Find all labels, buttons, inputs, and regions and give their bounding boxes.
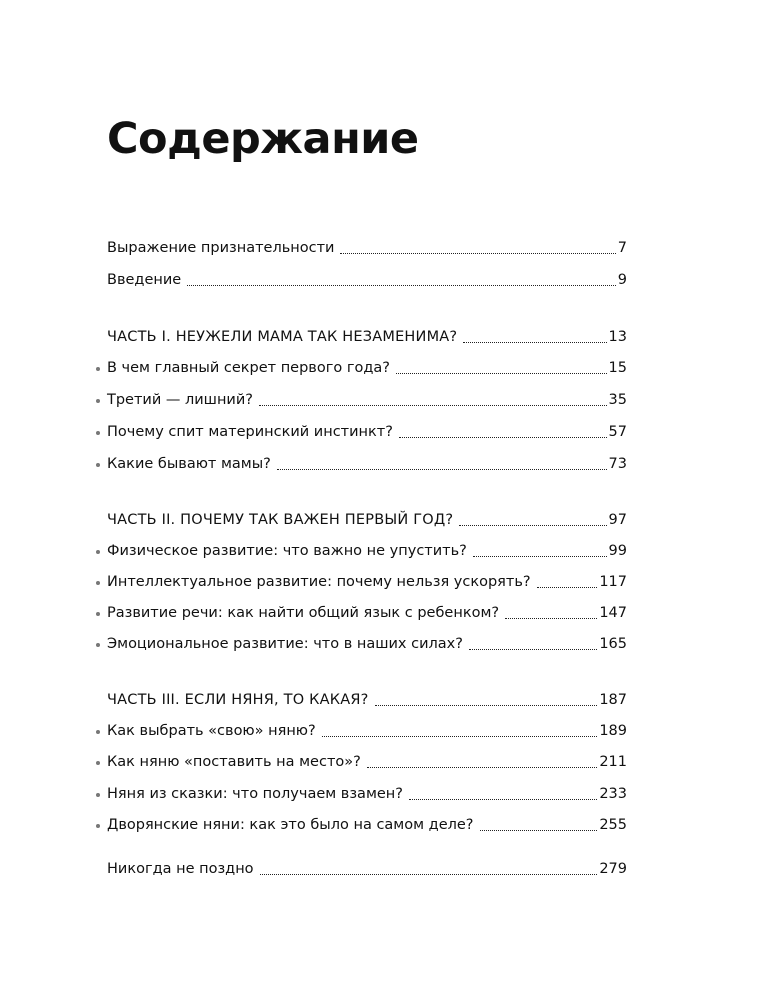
toc-chapter-entry bbox=[107, 537, 627, 561]
toc-part-heading bbox=[107, 506, 627, 530]
dot-leader bbox=[399, 436, 607, 438]
toc-page-number: 35 bbox=[608, 392, 627, 408]
toc-page-number: 187 bbox=[599, 692, 627, 708]
bullet-dot bbox=[96, 643, 100, 647]
bullet-dot bbox=[96, 612, 100, 616]
dot-leader bbox=[473, 555, 607, 557]
bullet-dot bbox=[96, 730, 100, 734]
toc-page-number: 165 bbox=[599, 636, 627, 652]
dot-leader bbox=[375, 704, 598, 706]
toc-part-heading bbox=[107, 323, 627, 347]
toc-chapter-entry bbox=[107, 748, 627, 772]
toc-chapter-entry bbox=[107, 354, 627, 378]
dot-leader bbox=[277, 468, 607, 470]
toc-page-number: 7 bbox=[617, 240, 627, 256]
dot-leader bbox=[260, 873, 598, 875]
toc-entry-label: Выражение признательности bbox=[107, 240, 335, 256]
toc-entry bbox=[107, 266, 627, 290]
toc-entry-label: Эмоциональное развитие: что в наших силах? bbox=[107, 636, 463, 652]
toc-chapter-entry bbox=[107, 811, 627, 835]
dot-leader bbox=[409, 798, 597, 800]
toc-entry-label: Как няню «поставить на место»? bbox=[107, 754, 361, 770]
toc-page-number: 15 bbox=[608, 360, 627, 376]
dot-leader bbox=[480, 829, 598, 831]
toc-entry-label: Дворянские няни: как это было на самом деле? bbox=[107, 817, 474, 833]
toc-page-number: 99 bbox=[608, 543, 627, 559]
toc-entry-label: Развитие речи: как найти общий язык с ребенком? bbox=[107, 605, 500, 621]
toc-entry-label: Третий — лишний? bbox=[107, 392, 253, 408]
dot-leader bbox=[187, 284, 616, 286]
dot-leader bbox=[463, 341, 606, 343]
toc-page-number: 211 bbox=[599, 754, 627, 770]
toc-entry-label: ЧАСТЬ III. ЕСЛИ НЯНЯ, ТО КАКАЯ? bbox=[107, 692, 369, 708]
bullet-dot bbox=[96, 431, 100, 435]
toc-entry bbox=[107, 855, 627, 879]
toc-part-heading bbox=[107, 686, 627, 710]
toc-chapter-entry bbox=[107, 599, 627, 623]
toc-page-number: 97 bbox=[608, 512, 627, 528]
page-title: Содержание bbox=[107, 114, 419, 164]
dot-leader bbox=[396, 372, 607, 374]
bullet-dot bbox=[96, 399, 100, 403]
dot-leader bbox=[340, 252, 615, 254]
dot-leader bbox=[459, 524, 606, 526]
bullet-dot bbox=[96, 463, 100, 467]
dot-leader bbox=[469, 648, 597, 650]
toc-entry-label: Никогда не поздно bbox=[107, 861, 254, 877]
toc-page-number: 147 bbox=[599, 605, 627, 621]
dot-leader bbox=[505, 617, 597, 619]
bullet-dot bbox=[96, 824, 100, 828]
toc-entry-label: Физическое развитие: что важно не упустить? bbox=[107, 543, 467, 559]
toc-chapter-entry bbox=[107, 568, 627, 592]
bullet-dot bbox=[96, 367, 100, 371]
toc-page-number: 233 bbox=[599, 786, 627, 802]
toc-entry-label: Почему спит материнский инстинкт? bbox=[107, 424, 393, 440]
toc-page-number: 189 bbox=[599, 723, 627, 739]
toc-entry-label: Интеллектуальное развитие: почему нельзя ускорять? bbox=[107, 574, 531, 590]
toc-chapter-entry bbox=[107, 630, 627, 654]
toc-page-number: 279 bbox=[599, 861, 627, 877]
bullet-dot bbox=[96, 581, 100, 585]
toc-entry-label: ЧАСТЬ II. ПОЧЕМУ ТАК ВАЖЕН ПЕРВЫЙ ГОД? bbox=[107, 512, 454, 528]
bullet-dot bbox=[96, 761, 100, 765]
toc-entry-label: Как выбрать «свою» няню? bbox=[107, 723, 316, 739]
dot-leader bbox=[259, 404, 607, 406]
toc-page-number: 13 bbox=[608, 329, 627, 345]
dot-leader bbox=[322, 735, 598, 737]
dot-leader bbox=[367, 766, 597, 768]
toc-entry bbox=[107, 234, 627, 258]
toc-chapter-entry bbox=[107, 450, 627, 474]
toc-entry-label: ЧАСТЬ I. НЕУЖЕЛИ МАМА ТАК НЕЗАМЕНИМА? bbox=[107, 329, 458, 345]
toc-page-number: 57 bbox=[608, 424, 627, 440]
bullet-dot bbox=[96, 793, 100, 797]
toc-chapter-entry bbox=[107, 717, 627, 741]
toc-page-number: 117 bbox=[599, 574, 627, 590]
dot-leader bbox=[537, 586, 598, 588]
toc-page-number: 9 bbox=[617, 272, 627, 288]
toc-chapter-entry bbox=[107, 418, 627, 442]
toc-entry-label: Няня из сказки: что получаем взамен? bbox=[107, 786, 403, 802]
bullet-dot bbox=[96, 550, 100, 554]
toc-page-number: 73 bbox=[608, 456, 627, 472]
toc-entry-label: В чем главный секрет первого года? bbox=[107, 360, 390, 376]
toc-chapter-entry bbox=[107, 386, 627, 410]
toc-entry-label: Введение bbox=[107, 272, 182, 288]
toc-page-number: 255 bbox=[599, 817, 627, 833]
toc-entry-label: Какие бывают мамы? bbox=[107, 456, 271, 472]
toc-chapter-entry bbox=[107, 780, 627, 804]
